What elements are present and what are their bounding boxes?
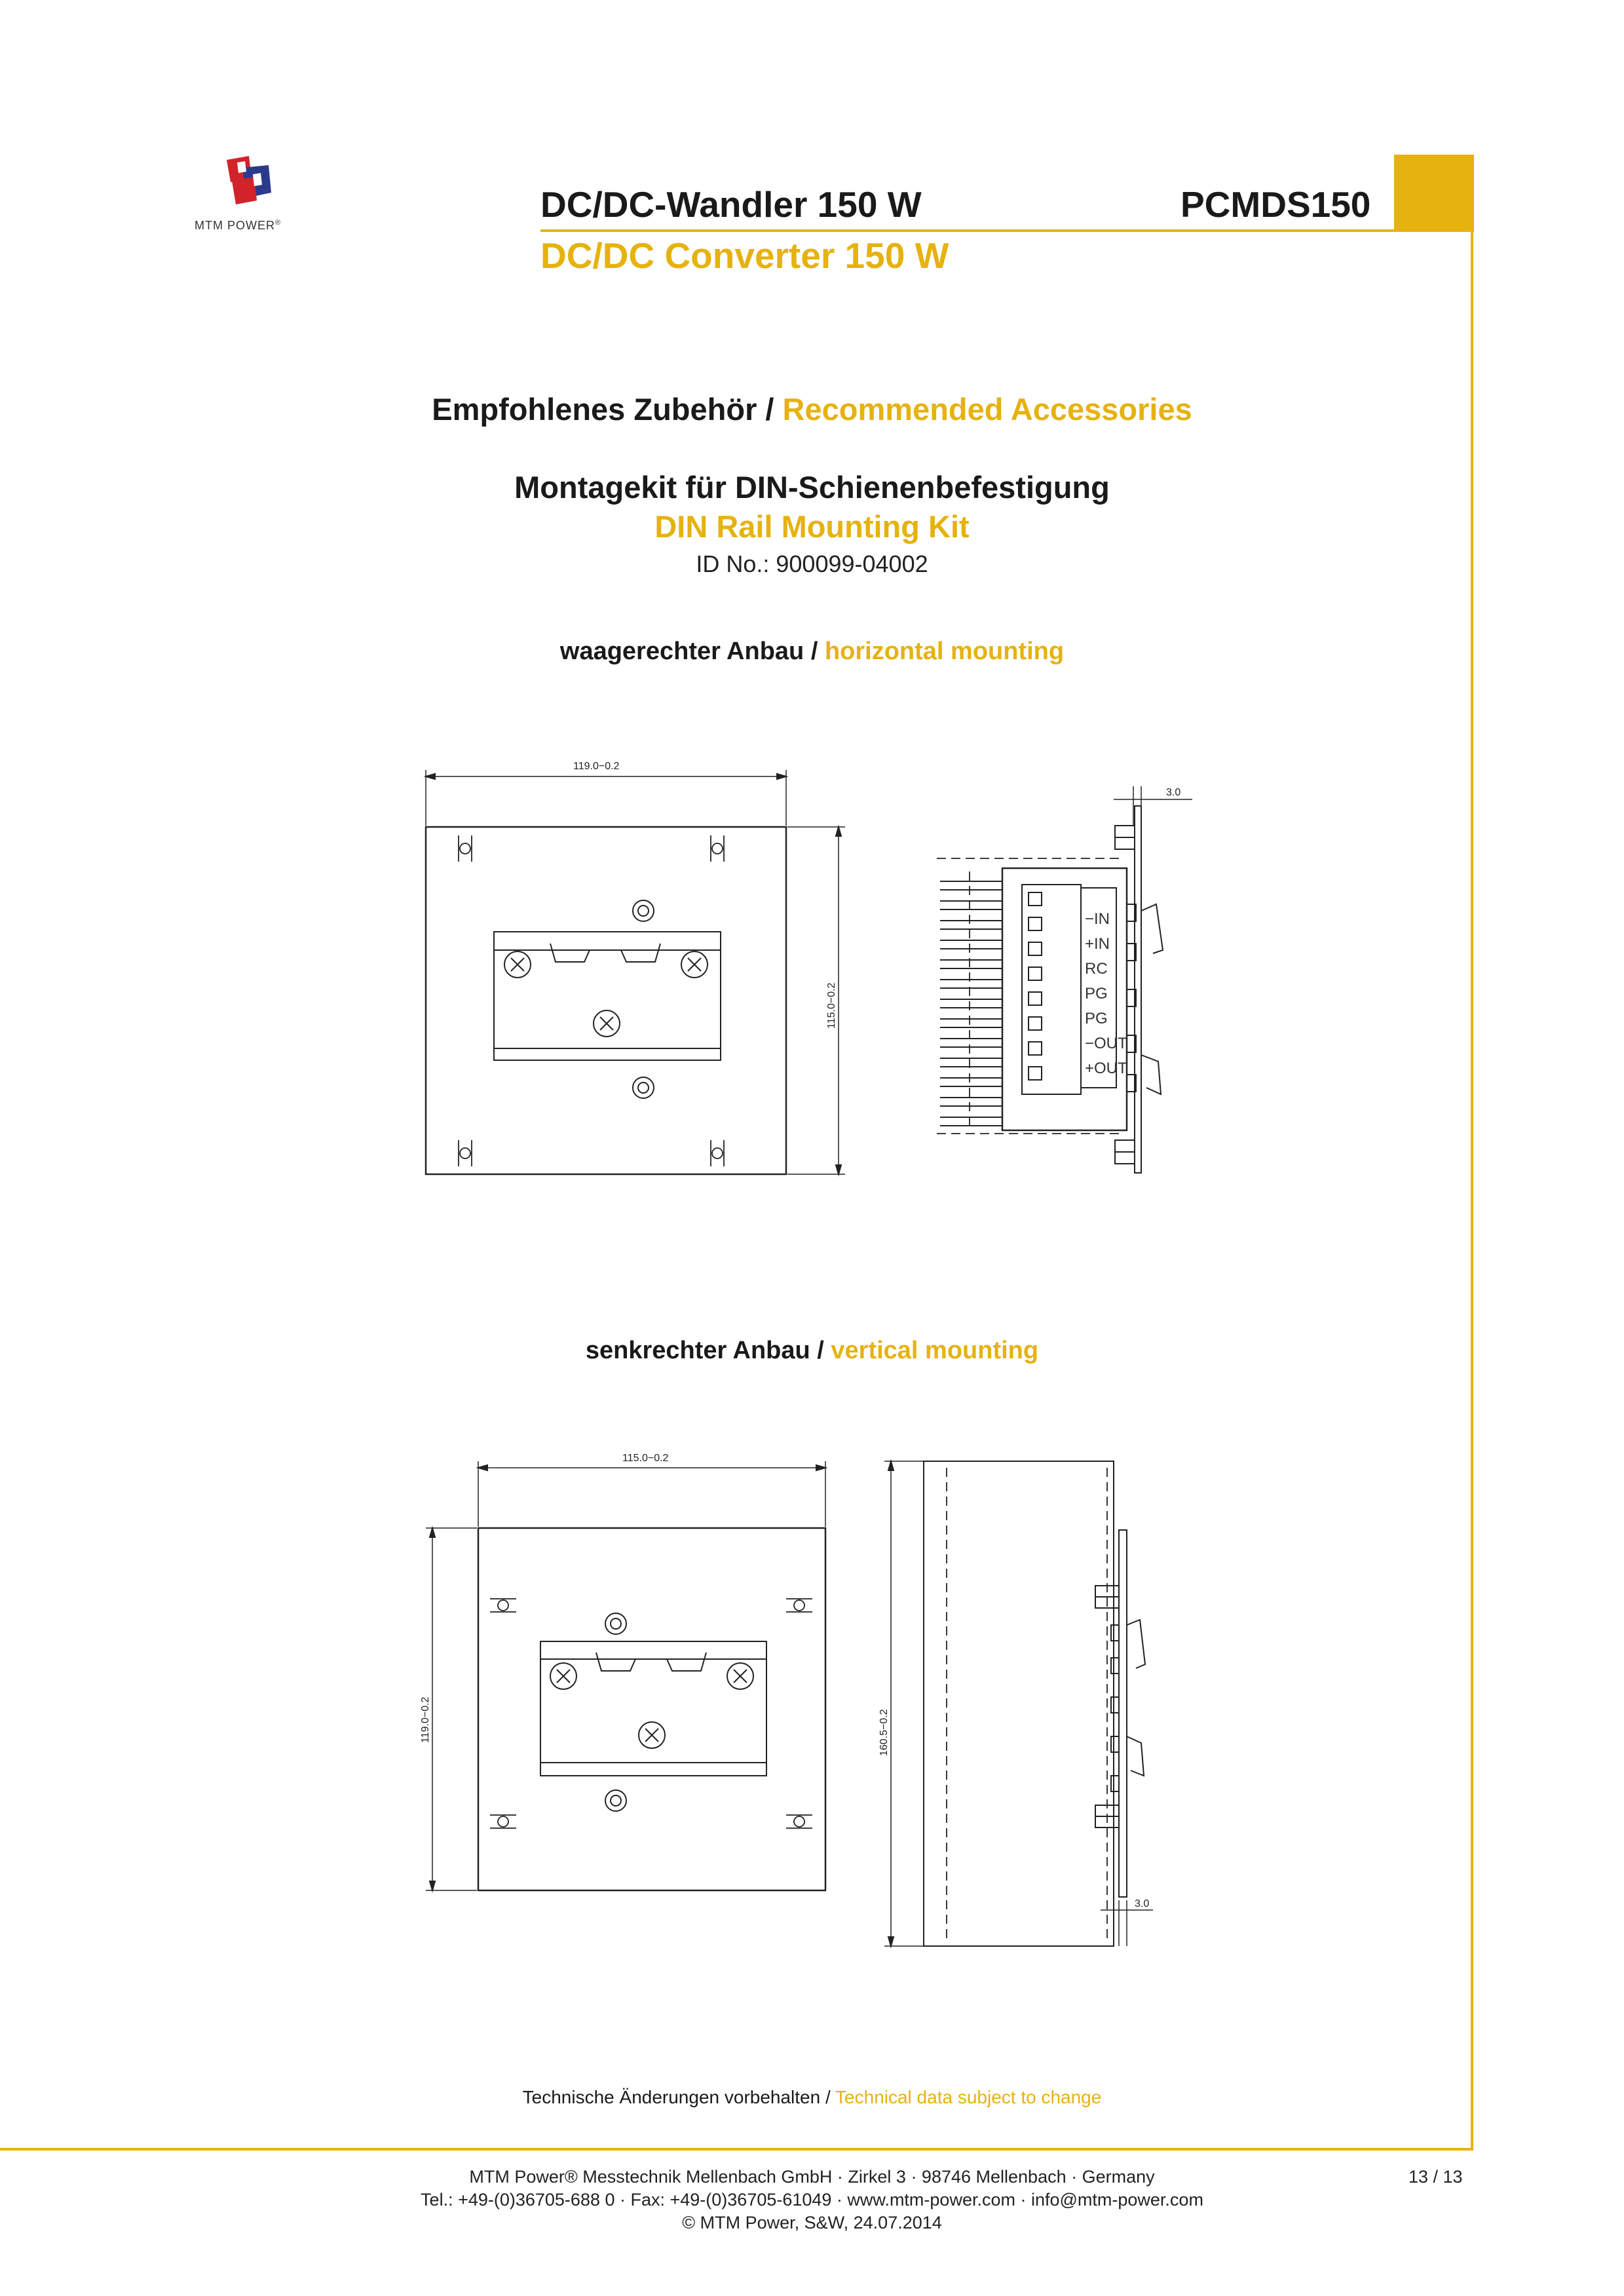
vertical-side-view — [865, 1448, 1166, 1959]
horizontal-mounting-label — [0, 638, 1624, 666]
section-heading-de: Empfohlenes Zubehör / — [432, 392, 774, 427]
horizontal-dim-width: 119.0−0.2 — [573, 761, 620, 772]
header-underline — [540, 229, 1473, 232]
frame-right-line — [1471, 155, 1473, 2149]
title-english: DC/DC Converter 150 W — [540, 235, 949, 276]
section-heading — [0, 391, 1624, 427]
frame-bottom-line — [0, 2148, 1473, 2151]
horizontal-dim-depth: 3.0 — [1166, 787, 1181, 798]
kit-id-number: ID No.: 900099-04002 — [696, 550, 928, 577]
vertical-label-de: senkrechter Anbau / — [585, 1337, 824, 1364]
pin-label: −IN — [1085, 910, 1110, 928]
horizontal-label-de: waagerechter Anbau / — [559, 638, 818, 665]
pin-label: +OUT — [1085, 1060, 1127, 1077]
kit-name-de: Montagekit für DIN-Schienenbefestigung — [514, 470, 1110, 505]
horizontal-side-view — [930, 780, 1218, 1193]
footer-contact: Tel.: +49-(0)36705-688 0 · Fax: +49-(0)36705-61049 · www.mtm-power.com · info@mtm-power.com — [421, 2190, 1203, 2210]
company-logo — [208, 152, 287, 218]
vertical-dim-height: 119.0−0.2 — [420, 1696, 431, 1743]
vertical-dim-depth: 3.0 — [1135, 1898, 1150, 1909]
horizontal-front-view — [413, 754, 858, 1186]
pin-label: −OUT — [1085, 1035, 1127, 1052]
section-heading-en: Recommended Accessories — [782, 392, 1192, 427]
logo-text: MTM POWER® — [195, 219, 282, 232]
vertical-front-view — [406, 1448, 839, 1900]
footer-address: MTM Power® Messtechnik Mellenbach GmbH · Zirkel 3 · 98746 Mellenbach · Germany — [469, 2167, 1155, 2187]
change-note — [0, 2087, 1624, 2108]
pin-label: +IN — [1085, 935, 1110, 953]
pin-label: RC — [1085, 960, 1108, 978]
horizontal-label-en: horizontal mounting — [824, 638, 1065, 665]
pin-label: PG — [1085, 1010, 1108, 1027]
pin-label: PG — [1085, 985, 1108, 1003]
footer-copyright: © MTM Power, S&W, 24.07.2014 — [682, 2213, 942, 2232]
kit-name-en: DIN Rail Mounting Kit — [654, 509, 970, 544]
page-number: 13 / 13 — [1408, 2167, 1463, 2187]
change-note-en: Technical data subject to change — [835, 2087, 1102, 2107]
vertical-mounting-label — [0, 1337, 1624, 1365]
header-accent-block — [1394, 155, 1474, 232]
product-code: PCMDS150 — [1180, 184, 1371, 225]
title-german: DC/DC-Wandler 150 W — [540, 184, 922, 225]
vertical-dim-width: 115.0−0.2 — [622, 1453, 669, 1464]
vertical-dim-length: 160.5−0.2 — [878, 1709, 890, 1756]
mtm-logo-icon — [208, 152, 287, 218]
change-note-de: Technische Änderungen vorbehalten / — [522, 2087, 831, 2107]
horizontal-dim-height: 115.0−0.2 — [826, 982, 837, 1029]
vertical-label-en: vertical mounting — [831, 1337, 1039, 1364]
